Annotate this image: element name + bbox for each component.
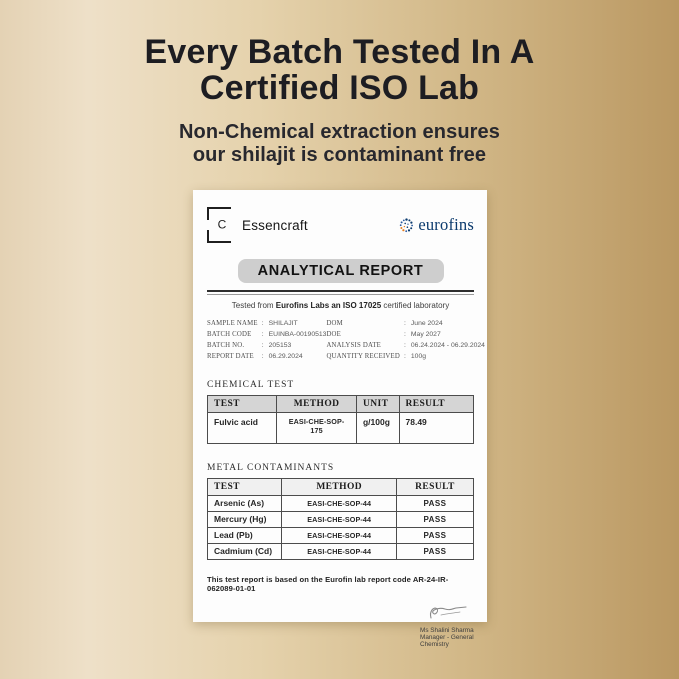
column-header: TEST	[208, 395, 277, 412]
method-cell: EASI-CHE-SOP-44	[282, 543, 396, 559]
page-subtitle-line1: Non-Chemical extraction ensures	[179, 120, 500, 143]
signatory-name: Ms Shalini Sharma	[420, 626, 474, 634]
method-cell: EASI-CHE-SOP-175	[277, 412, 357, 443]
detail-row: BATCH CODE : EUINBA-00190513	[207, 330, 326, 341]
method-cell: EASI-CHE-SOP-44	[282, 495, 396, 511]
detail-row: DOM : June 2024	[326, 319, 485, 330]
table-row	[208, 495, 474, 511]
page-subtitle	[0, 121, 679, 167]
method-cell: EASI-CHE-SOP-44	[282, 527, 396, 543]
sample-details-right	[326, 319, 485, 363]
essencraft-logo-letter: C	[217, 217, 227, 232]
result-cell: PASS	[396, 511, 473, 527]
report-code-note: This test report is based on the Eurofin lab report code AR-24-IR-062089-01-01	[207, 574, 449, 593]
sample-details-left	[207, 319, 326, 363]
detail-row: DOE : May 2027	[326, 330, 485, 341]
metal-contaminants-section-title: METAL CONTAMINANTS	[207, 462, 335, 473]
eurofins-logo	[398, 215, 474, 235]
page-title-line2: Certified ISO Lab	[199, 69, 480, 108]
metal-contaminants-table	[207, 478, 474, 560]
signature-block	[420, 602, 474, 648]
chemical-test-header-row	[208, 395, 474, 412]
column-header: UNIT	[356, 395, 399, 412]
essencraft-bracket-icon	[207, 207, 233, 243]
test-name-cell: Lead (Pb)	[208, 527, 282, 543]
result-cell: PASS	[396, 543, 473, 559]
result-cell: 78.49	[399, 412, 474, 443]
detail-row: SAMPLE NAME : SHILAJIT	[207, 319, 326, 330]
column-header: TEST	[208, 478, 282, 495]
tested-from-line: Tested from Eurofins Labs an ISO 17025 certified laboratory	[231, 301, 450, 310]
detail-row: ANALYSIS DATE : 06.24.2024 - 06.29.2024	[326, 341, 485, 352]
analytical-report-certificate	[193, 190, 487, 648]
hero-header	[0, 34, 679, 167]
eurofins-wordmark: eurofins	[418, 215, 474, 234]
certificate-logo-row	[207, 204, 474, 246]
essencraft-brand-name: Essencraft	[242, 217, 308, 233]
table-row	[208, 412, 474, 443]
analytical-report-title: ANALYTICAL REPORT	[238, 259, 444, 283]
detail-row: QUANTITY RECEIVED : 100g	[326, 352, 485, 363]
page-title-line1: Every Batch Tested In A	[144, 33, 535, 71]
column-header: METHOD	[277, 395, 357, 412]
method-cell: EASI-CHE-SOP-44	[282, 511, 396, 527]
test-name-cell: Arsenic (As)	[208, 495, 282, 511]
sample-details	[207, 319, 485, 363]
header-divider	[207, 290, 474, 295]
test-name-cell: Fulvic acid	[208, 412, 277, 443]
column-header: METHOD	[282, 478, 396, 495]
metal-contaminants-header-row	[208, 478, 474, 495]
signature-icon	[426, 602, 474, 624]
result-cell: PASS	[396, 527, 473, 543]
page-title	[0, 34, 679, 107]
column-header: RESULT	[396, 478, 473, 495]
table-row	[208, 511, 474, 527]
test-name-cell: Cadmium (Cd)	[208, 543, 282, 559]
unit-cell: g/100g	[356, 412, 399, 443]
essencraft-logo	[207, 207, 308, 243]
chemical-test-table	[207, 395, 474, 444]
detail-row: BATCH NO. : 205153	[207, 341, 326, 352]
detail-row: REPORT DATE : 06.29.2024	[207, 352, 326, 363]
signatory-title: Manager - General Chemistry	[420, 633, 474, 648]
chemical-test-section-title: CHEMICAL TEST	[207, 379, 295, 390]
page-subtitle-line2: our shilajit is contaminant free	[192, 143, 487, 166]
test-name-cell: Mercury (Hg)	[208, 511, 282, 527]
result-cell: PASS	[396, 495, 473, 511]
eurofins-dots-icon	[398, 217, 415, 234]
table-row	[208, 527, 474, 543]
column-header: RESULT	[399, 395, 474, 412]
table-row	[208, 543, 474, 559]
